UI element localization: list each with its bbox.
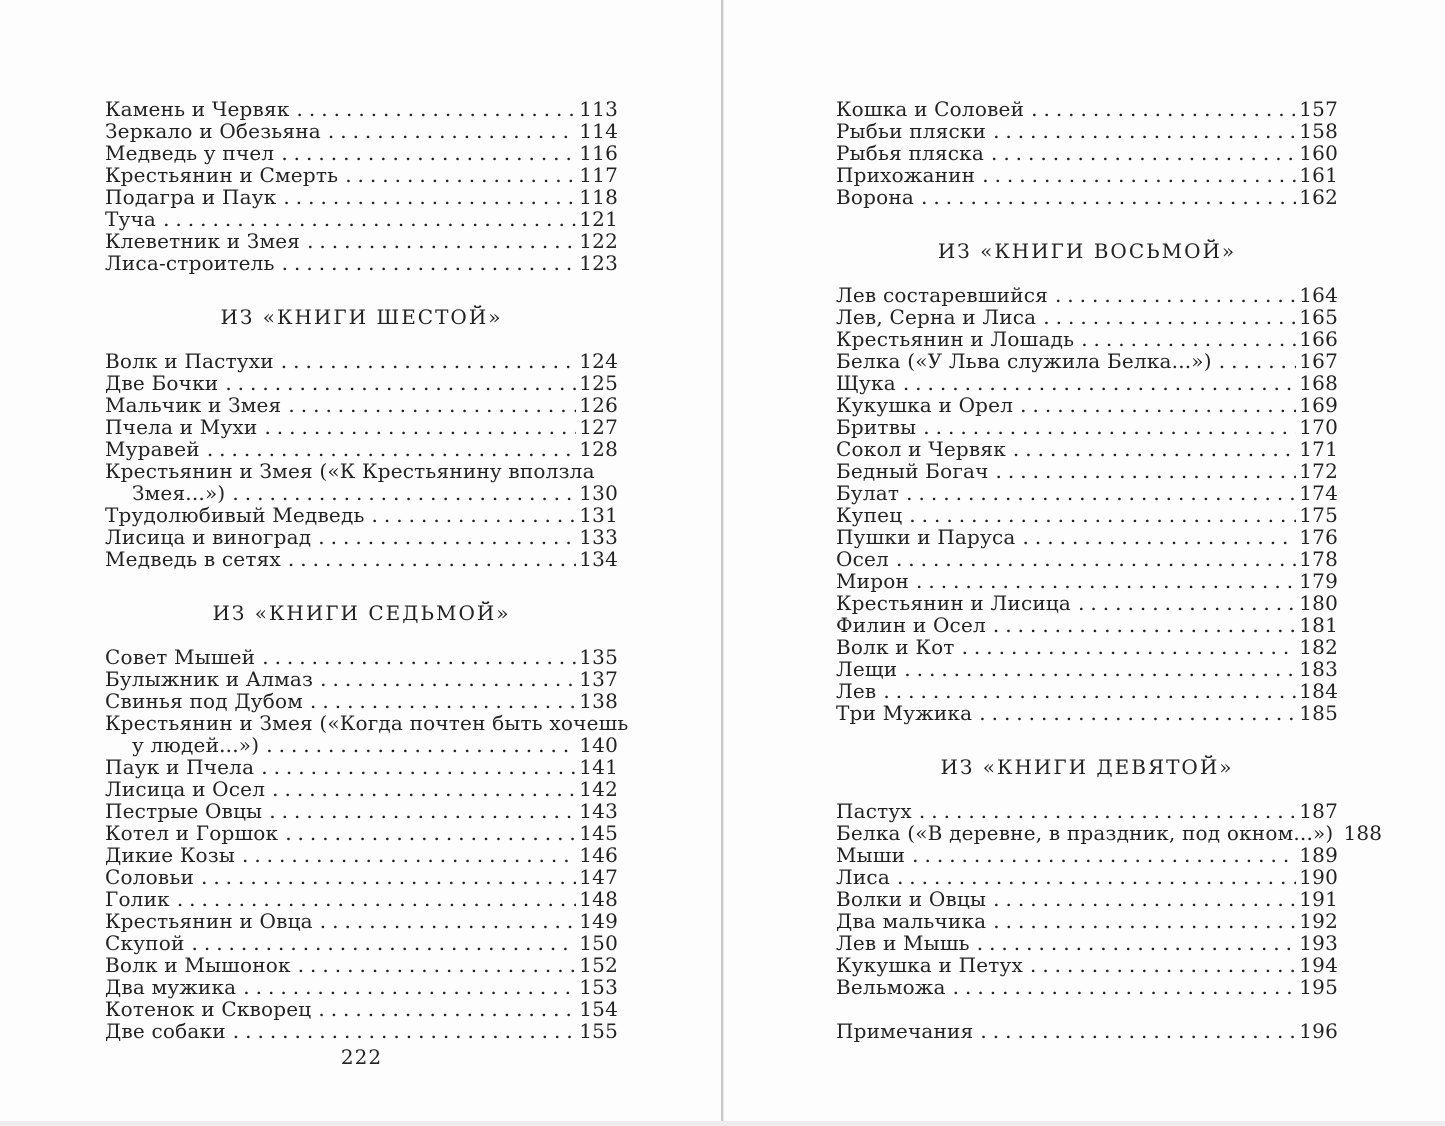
dot-leader: [262, 646, 576, 668]
toc-column-right: [836, 97, 1383, 1043]
toc-entry: [105, 778, 618, 800]
toc-entry: [105, 910, 618, 932]
toc-entry: [836, 932, 1338, 954]
dot-leader: [1023, 526, 1297, 548]
toc-entry-page: 138: [579, 689, 618, 713]
toc-entry-title: Лиса-строитель: [105, 251, 275, 275]
dot-leader: [993, 910, 1296, 932]
toc-entry-title: Медведь в сетях: [105, 547, 281, 571]
toc-entry-page: 187: [1299, 799, 1338, 823]
toc-entry: [105, 504, 618, 526]
dot-leader: [980, 1020, 1296, 1042]
dot-leader: [207, 438, 576, 460]
toc-entry: [105, 350, 618, 372]
toc-entry-page: 123: [579, 251, 618, 275]
toc-entry-title: Крестьянин и Овца: [105, 909, 313, 933]
toc-entry: [836, 910, 1338, 932]
toc-section: [836, 98, 1338, 208]
toc-entry: [105, 690, 618, 712]
toc-entry-title: Лев состаревшийся: [836, 283, 1048, 307]
toc-entry-page: 171: [1299, 437, 1338, 461]
dot-leader: [318, 526, 576, 548]
toc-entry-page: 134: [579, 547, 618, 571]
section-heading: ИЗ «КНИГИ ДЕВЯТОЙ»: [940, 755, 1234, 779]
toc-entry-title: Лев и Мышь: [836, 931, 970, 955]
dot-leader: [993, 888, 1296, 910]
toc-entry-page: 137: [579, 667, 618, 691]
toc-entry-title: Белка («У Льва служила Белка...»): [836, 349, 1212, 373]
toc-entry-title: Пестрые Овцы: [105, 799, 263, 823]
toc-entry-page: 160: [1299, 141, 1338, 165]
toc-entry-title: Вельможа: [836, 975, 946, 999]
toc-entry: [105, 208, 618, 230]
toc-entry-title-line1: Крестьянин и Змея («К Крестьянину вползла: [105, 459, 595, 483]
toc-entry-title: Рыбья пляска: [836, 141, 984, 165]
toc-entry: [105, 120, 618, 142]
toc-entry-page: 142: [579, 777, 618, 801]
toc-entry-page: 184: [1299, 679, 1338, 703]
toc-entry-page: 118: [579, 185, 618, 209]
toc-entry: [105, 954, 618, 976]
toc-entry-page: 140: [579, 733, 618, 757]
dot-leader: [320, 910, 576, 932]
toc-entry: [105, 164, 618, 186]
toc-entry: [105, 394, 618, 416]
toc-entry-title: Пастух: [836, 799, 912, 823]
dot-leader: [285, 822, 576, 844]
dot-leader: [977, 932, 1297, 954]
toc-entry-title: Лисица и виноград: [105, 525, 312, 549]
toc-entry: [105, 888, 618, 910]
toc-entry-title: Булыжник и Алмаз: [105, 667, 314, 691]
toc-entry: [836, 306, 1338, 328]
toc-entry: [836, 844, 1338, 866]
toc-entry-page: 164: [1299, 283, 1338, 307]
section-heading: ИЗ «КНИГИ ШЕСТОЙ»: [220, 305, 503, 329]
toc-entry-title: Свинья под Дубом: [105, 689, 303, 713]
dot-leader: [191, 932, 576, 954]
dot-leader: [281, 350, 576, 372]
toc-entry: [105, 372, 618, 394]
dot-leader: [307, 230, 576, 252]
dot-leader: [163, 208, 576, 230]
toc-entry: [836, 526, 1338, 548]
toc-section: [836, 755, 1383, 999]
toc-entry-title: Волк и Мышонок: [105, 953, 291, 977]
toc-entry-page: 141: [579, 755, 618, 779]
dot-leader: [298, 954, 577, 976]
toc-entry-page: 165: [1299, 305, 1338, 329]
toc-entry-page: 113: [579, 97, 618, 121]
toc-entry: [105, 186, 618, 208]
toc-entry-title: Волки и Овцы: [836, 887, 987, 911]
toc-entry-page: 174: [1299, 481, 1338, 505]
toc-entry: [105, 998, 618, 1020]
toc-entry: [105, 976, 618, 998]
toc-entry: [836, 186, 1338, 208]
toc-entry-page: 157: [1299, 97, 1338, 121]
toc-entry: [105, 1020, 618, 1042]
toc-entry-page: 161: [1299, 163, 1338, 187]
toc-entry-title: Мальчик и Змея: [105, 393, 282, 417]
toc-entry-title: Скупой: [105, 931, 185, 955]
dot-leader: [310, 690, 576, 712]
toc-column-left: [105, 97, 629, 1069]
toc-entry: [836, 680, 1338, 702]
toc-entry-title: Совет Мышей: [105, 645, 256, 669]
toc-entry-title: Два мальчика: [836, 909, 987, 933]
toc-entry-title: Дикие Козы: [105, 843, 235, 867]
toc-entry: [105, 142, 618, 164]
toc-entry: [105, 526, 618, 548]
dot-leader: [242, 844, 576, 866]
toc-entry-page: 148: [579, 887, 618, 911]
dot-leader: [903, 372, 1296, 394]
toc-entry-page: 143: [579, 799, 618, 823]
toc-entry-page: 172: [1299, 459, 1338, 483]
dot-leader: [1020, 394, 1296, 416]
dot-leader: [297, 98, 577, 120]
toc-entry-title: Булат: [836, 481, 900, 505]
toc-entry: [836, 548, 1338, 570]
toc-entry-title: Лисица и Осел: [105, 777, 266, 801]
dot-leader: [962, 636, 1297, 658]
toc-entry: [836, 504, 1338, 526]
toc-entry: [836, 976, 1338, 998]
toc-entry: [105, 230, 618, 252]
dot-leader: [233, 1020, 576, 1042]
toc-entry-page: 183: [1299, 657, 1338, 681]
toc-entry-title: Филин и Осел: [836, 613, 986, 637]
dot-leader: [282, 252, 577, 274]
toc-entry: [836, 821, 1383, 845]
toc-entry-title: Бритвы: [836, 415, 917, 439]
toc-entry-page: 195: [1299, 975, 1338, 999]
toc-entry: [836, 614, 1338, 636]
dot-leader: [243, 976, 576, 998]
toc-entry-title: Трудолюбивый Медведь: [105, 503, 365, 527]
toc-entry: [105, 646, 618, 668]
section-heading: ИЗ «КНИГИ СЕДЬМОЙ»: [212, 601, 511, 625]
toc-entry: [836, 888, 1338, 910]
toc-entry: [836, 636, 1338, 658]
dot-leader: [288, 394, 576, 416]
dot-leader: [1030, 954, 1296, 976]
toc-entry: [836, 954, 1338, 976]
toc-entry-title: Рыбьи пляски: [836, 119, 987, 143]
toc-entry-page: 155: [579, 1019, 618, 1043]
toc-section: [105, 601, 629, 1043]
dot-leader: [281, 142, 576, 164]
toc-entry-title: Купец: [836, 503, 903, 527]
dot-leader: [272, 778, 576, 800]
toc-entry-title: Медведь у пчел: [105, 141, 275, 165]
toc-entry-title: Лиса: [836, 865, 890, 889]
dot-leader: [982, 164, 1296, 186]
toc-entry-page: 146: [579, 843, 618, 867]
toc-entry: [105, 756, 618, 778]
toc-entry-title: Мыши: [836, 843, 906, 867]
toc-entry-page: 158: [1299, 119, 1338, 143]
dot-leader: [993, 614, 1296, 636]
toc-entry: [836, 460, 1338, 482]
toc-entry-title: Примечания: [836, 1019, 974, 1043]
toc-entry: [836, 372, 1338, 394]
dot-leader: [320, 668, 576, 690]
toc-entry: [836, 142, 1338, 164]
toc-entry-title: Подагра и Паук: [105, 185, 277, 209]
toc-entry: [105, 844, 618, 866]
toc-entry-page: 126: [579, 393, 618, 417]
toc-entry-title: Ворона: [836, 185, 915, 209]
toc-entry-page: 194: [1299, 953, 1338, 977]
dot-leader: [919, 800, 1296, 822]
dot-leader: [372, 504, 577, 526]
toc-entry-page: 150: [579, 931, 618, 955]
toc-entry-title: Лев: [836, 679, 877, 703]
dot-leader: [897, 866, 1296, 888]
section-heading: ИЗ «КНИГИ ВОСЬМОЙ»: [937, 239, 1237, 263]
dot-leader: [909, 504, 1296, 526]
dot-leader: [979, 702, 1296, 724]
toc-entry: [836, 1020, 1338, 1042]
toc-entry-page: 185: [1299, 701, 1338, 725]
toc-entry-title: Кукушка и Петух: [836, 953, 1023, 977]
page-divider: [721, 0, 723, 1126]
toc-entry-title: Котел и Горшок: [105, 821, 279, 845]
toc-entry-title: Лев, Серна и Лиса: [836, 305, 1037, 329]
dot-leader: [916, 570, 1296, 592]
toc-entry-title: Осел: [836, 547, 889, 571]
toc-entry: [105, 866, 618, 888]
toc-entry-title: Три Мужика: [836, 701, 973, 725]
toc-entry-page: 135: [579, 645, 618, 669]
toc-entry-page: 181: [1299, 613, 1338, 637]
toc-entry: [105, 438, 618, 460]
toc-entry: [836, 438, 1338, 460]
toc-entry: [105, 98, 618, 120]
toc-entry-page: 124: [579, 349, 618, 373]
toc-entry-title: Волк и Кот: [836, 635, 955, 659]
toc-entry-title: Соловьи: [105, 865, 194, 889]
toc-entry-title: Паук и Пчела: [105, 755, 255, 779]
dot-leader: [288, 548, 576, 570]
toc-entry: [836, 702, 1338, 724]
dot-leader: [883, 680, 1296, 702]
dot-leader: [1055, 284, 1296, 306]
toc-entry-title: Камень и Червяк: [105, 97, 290, 121]
toc-entry-page: 196: [1299, 1019, 1338, 1043]
toc-entry-page: 116: [579, 141, 618, 165]
toc-entry-page: 128: [579, 437, 618, 461]
dot-leader: [993, 120, 1296, 142]
page-number-folio: 222: [340, 1045, 383, 1069]
dot-leader: [318, 998, 576, 1020]
dot-leader: [261, 756, 576, 778]
toc-entry-title: Щука: [836, 371, 896, 395]
toc-entry-page: 168: [1299, 371, 1338, 395]
toc-entry-title: Две Бочки: [105, 371, 219, 395]
toc-entry-page: 122: [579, 229, 618, 253]
toc-entry-page: 193: [1299, 931, 1338, 955]
toc-section: [105, 98, 618, 274]
toc-entry: [105, 800, 618, 822]
toc-entry-title: Мирон: [836, 569, 909, 593]
toc-entry: [105, 734, 618, 756]
toc-entry-title: Лещи: [836, 657, 898, 681]
toc-entry-page: 145: [579, 821, 618, 845]
toc-entry: [105, 252, 618, 274]
dot-leader: [264, 416, 576, 438]
toc-entry: [836, 866, 1338, 888]
dot-leader: [896, 548, 1296, 570]
dot-leader: [953, 976, 1297, 998]
toc-entry: [836, 394, 1338, 416]
dot-leader: [201, 866, 576, 888]
toc-entry-title: Змея...»): [132, 481, 226, 505]
toc-entry: [105, 482, 618, 504]
toc-entry-title: Бедный Богач: [836, 459, 989, 483]
toc-entry: [836, 592, 1338, 614]
toc-entry: [836, 164, 1338, 186]
toc-entry-page: 133: [579, 525, 618, 549]
toc-entry-page: 191: [1299, 887, 1338, 911]
toc-entry-page: 125: [579, 371, 618, 395]
toc-entry-title: Прихожанин: [836, 163, 976, 187]
toc-entry-title: Крестьянин и Лошадь: [836, 327, 1075, 351]
toc-entry-page: 121: [579, 207, 618, 231]
toc-entry: [836, 800, 1338, 822]
dot-leader: [225, 372, 576, 394]
toc-entry-page: 162: [1299, 185, 1338, 209]
toc-entry: [836, 570, 1338, 592]
toc-entry-page: 147: [579, 865, 618, 889]
toc-entry-page: 182: [1299, 635, 1338, 659]
dot-leader: [283, 186, 576, 208]
toc-entry-page: 167: [1299, 349, 1338, 373]
toc-entry: [836, 120, 1338, 142]
dot-leader: [1078, 592, 1296, 614]
toc-entry: [105, 548, 618, 570]
dot-leader: [906, 482, 1296, 504]
toc-entry-title: Пушки и Паруса: [836, 525, 1016, 549]
dot-leader: [1219, 350, 1296, 372]
toc-entry: [105, 822, 618, 844]
toc-section: [105, 306, 618, 570]
toc-entry-page: 179: [1299, 569, 1338, 593]
toc-entry-title: Муравей: [105, 437, 200, 461]
toc-entry-page: 176: [1299, 525, 1338, 549]
toc-entry-page: 178: [1299, 547, 1338, 571]
toc-entry-title: Сокол и Червяк: [836, 437, 1006, 461]
dot-leader: [991, 142, 1296, 164]
toc-entry-page: 153: [579, 975, 618, 999]
toc-entry-title: Зеркало и Обезьяна: [105, 119, 321, 143]
toc-entry-title: у людей...»): [132, 733, 260, 757]
toc-entry-title: Кошка и Соловей: [836, 97, 1025, 121]
toc-entry-page: 180: [1299, 591, 1338, 615]
toc-entry: [836, 284, 1338, 306]
dot-leader: [1013, 438, 1296, 460]
toc-entry-title: Клеветник и Змея: [105, 229, 301, 253]
toc-entry-page: 152: [579, 953, 618, 977]
toc-entry-page: 127: [579, 415, 618, 439]
toc-entry-title: Котенок и Скворец: [105, 997, 312, 1021]
dot-leader: [177, 888, 576, 910]
toc-entry: [836, 350, 1338, 372]
toc-entry-title: Крестьянин и Смерть: [105, 163, 339, 187]
toc-entry-title: Волк и Пастухи: [105, 349, 274, 373]
toc-entry-page: 170: [1299, 415, 1338, 439]
toc-entry: [836, 658, 1338, 680]
toc-entry-title: Туча: [105, 207, 157, 231]
dot-leader: [996, 460, 1297, 482]
toc-entry-title: Голик: [105, 887, 170, 911]
dot-leader: [912, 844, 1296, 866]
dot-leader: [328, 120, 576, 142]
dot-leader: [1081, 328, 1296, 350]
toc-entry-page: 131: [579, 503, 618, 527]
dot-leader: [923, 416, 1296, 438]
toc-entry: [836, 98, 1338, 120]
toc-entry-page: 188: [1343, 821, 1383, 845]
toc-entry-title: Два мужика: [105, 975, 237, 999]
toc-entry-title: Кукушка и Орел: [836, 393, 1014, 417]
toc-entry: [105, 416, 618, 438]
page-bottom-edge: [0, 1121, 1445, 1126]
toc-entry-page: 175: [1299, 503, 1338, 527]
toc-entry: [836, 482, 1338, 504]
toc-entry-page: 192: [1299, 909, 1338, 933]
dot-leader: [1031, 98, 1296, 120]
dot-leader: [269, 800, 576, 822]
toc-entry: [836, 416, 1338, 438]
toc-section: [836, 240, 1338, 724]
toc-entry-page: 166: [1299, 327, 1338, 351]
dot-leader: [345, 164, 576, 186]
toc-entry-page: 169: [1299, 393, 1338, 417]
toc-entry-page: 149: [579, 909, 618, 933]
toc-entry-page: 130: [579, 481, 618, 505]
toc-entry-title-line1: Крестьянин и Змея («Когда почтен быть хочешь: [105, 711, 629, 735]
dot-leader: [1043, 306, 1296, 328]
toc-entry-title: Две собаки: [105, 1019, 226, 1043]
toc-entry-page: 190: [1299, 865, 1338, 889]
toc-entry-page: 117: [579, 163, 618, 187]
toc-entry: [105, 932, 618, 954]
dot-leader: [921, 186, 1296, 208]
toc-entry-page: 114: [579, 119, 618, 143]
toc-entry-title: Пчела и Мухи: [105, 415, 258, 439]
toc-entry-page: 189: [1299, 843, 1338, 867]
toc-entry-title: Крестьянин и Лисица: [836, 591, 1072, 615]
toc-section: [836, 1020, 1338, 1042]
toc-entry-title: Белка («В деревне, в праздник, под окном...»): [836, 821, 1334, 845]
toc-entry-page: 154: [579, 997, 618, 1021]
toc-entry: [105, 668, 618, 690]
dot-leader: [266, 734, 576, 756]
dot-leader: [232, 482, 576, 504]
toc-entry: [836, 328, 1338, 350]
dot-leader: [904, 658, 1296, 680]
